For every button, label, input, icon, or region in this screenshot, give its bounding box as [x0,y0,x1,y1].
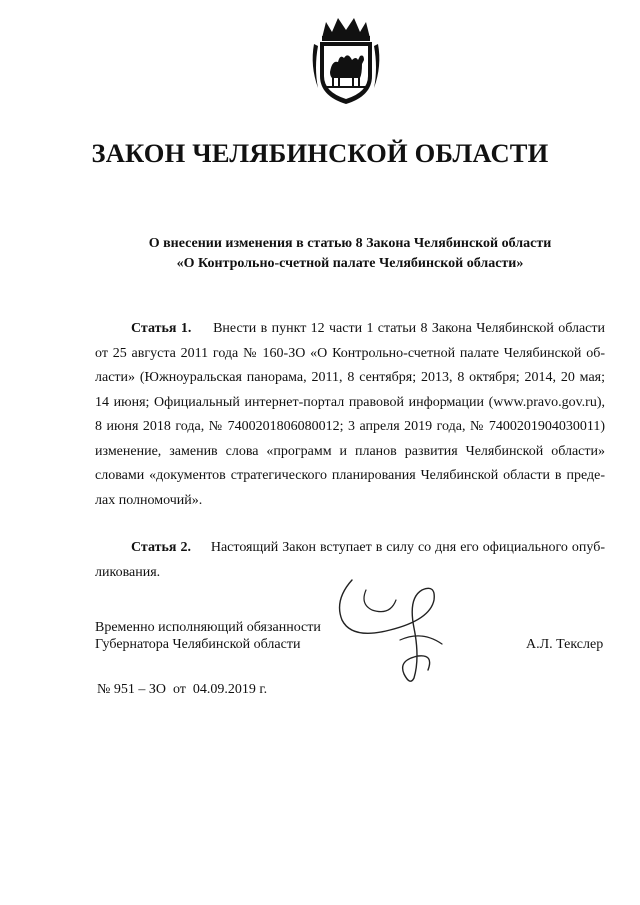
article-1-number: Статья 1. [131,321,192,336]
subject-line-2: «О Контрольно-счетной палате Челябинской области» [176,256,524,271]
article-2-number: Статья 2. [131,540,191,555]
signer-role-line-1: Временно исполняющий обязанности [95,620,321,635]
signer-name: А.Л. Текслер [526,637,604,652]
law-title: ЗАКОН ЧЕЛЯБИНСКОЙ ОБЛАСТИ [91,138,549,168]
article-2-text: Настоящий Закон вступает в силу со дня его официального опубликования. [95,540,606,580]
article-1 [95,317,605,513]
article-1-text: Внести в пункт 12 части 1 статьи 8 Закона Челябинской области от 25 августа 2011 года № 160-ЗО «О Контрольно-счетной палате Челябинской области» (Южноуральская панорама, 2011, 8 сентября; 2013, 8 октября; 2014, 20 мая; 14 июня; Официальный интернет-портал правовой информации (www.pravo.gov.ru), 8 июня 2018 года, № 7400201806080012; 3 апреля 2019 года, № 7400201904030011) изменение, заменив слова «программ и планов развития Челябинской области» словами «документов стратегического планирования Челябинской области в пределах полномочий». [95,321,606,508]
law-number-date: № 951 – ЗО от 04.09.2019 г. [97,682,268,697]
chelyabinsk-coat-of-arms-icon [308,16,384,108]
subject-line-1: О внесении изменения в статью 8 Закона Челябинской области [148,236,552,251]
signer-role-line-2: Губернатора Челябинской области [95,637,301,652]
law-subject [0,234,640,274]
signer-role [95,619,355,653]
